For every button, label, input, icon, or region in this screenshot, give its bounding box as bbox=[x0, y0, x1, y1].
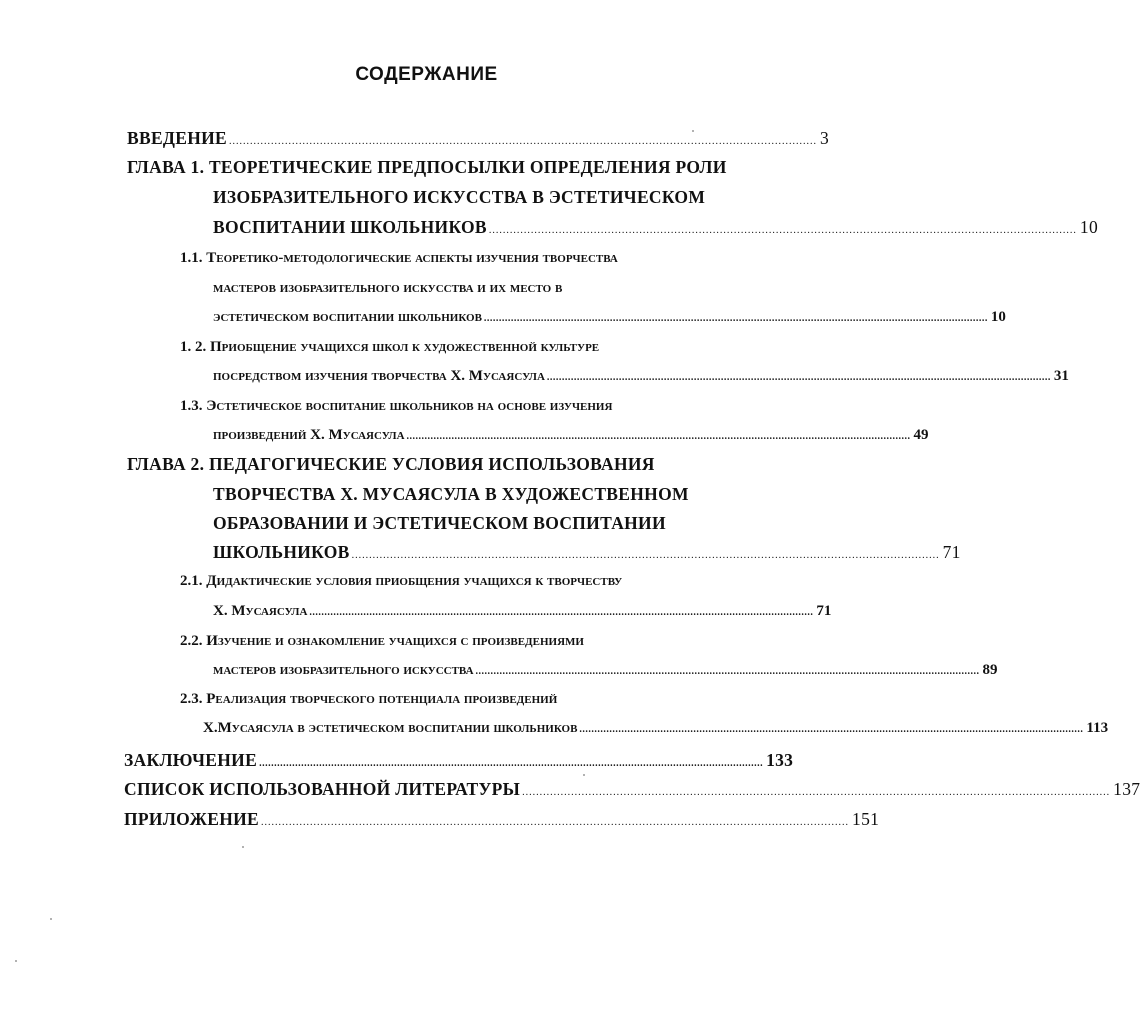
toc-section-2-1-line-2: Х. Мусаясула ........................................................................................................................................................................ 71 bbox=[213, 603, 832, 619]
dot-leader: ........................................................................................................................................................................ bbox=[406, 431, 911, 442]
dot-leader: ........................................................................................................................................................................ bbox=[259, 758, 764, 769]
toc-section-1-1-line-1: 1.1. Теоретико-методологические аспекты изучения творчества bbox=[180, 250, 618, 266]
toc-section-1-3-line-2: произведений Х. Мусаясула ........................................................................................................................................................................ 49 bbox=[213, 427, 929, 443]
scan-speck bbox=[15, 960, 17, 962]
dot-leader: ........................................................................................................................................................................ bbox=[483, 313, 988, 324]
toc-section-1-1-line-2: мастеров изобразительного искусства и их место в bbox=[213, 280, 563, 296]
toc-entry-introduction bbox=[127, 128, 830, 148]
toc-chapter-1-line-3: ВОСПИТАНИИ ШКОЛЬНИКОВ ........................................................................................................................................................................ 10 bbox=[213, 217, 1099, 237]
toc-entry-appendix bbox=[124, 809, 880, 829]
dot-leader: ........................................................................................................................................................................ bbox=[351, 550, 940, 561]
toc-chapter-1-line-1: ГЛАВА 1. ТЕОРЕТИЧЕСКИЕ ПРЕДПОСЫЛКИ ОПРЕДЕЛЕНИЯ РОЛИ bbox=[127, 157, 727, 177]
toc-entry-title: ВВЕДЕНИЕ bbox=[127, 128, 228, 148]
toc-section-2-2-line-1: 2.2. Изучение и ознакомление учащихся с произведениями bbox=[180, 633, 584, 649]
toc-section-1-3-line-1: 1.3. Эстетическое воспитание школьников на основе изучения bbox=[180, 398, 613, 414]
scan-speck bbox=[50, 918, 52, 920]
toc-page-number: 31 bbox=[1053, 368, 1069, 384]
dot-leader: ........................................................................................................................................................................ bbox=[229, 136, 818, 147]
toc-section-1-2-line-2: посредством изучения творчества Х. Мусаясула ........................................................................................................................................................................ 31 bbox=[213, 368, 1069, 384]
dot-leader: ........................................................................................................................................................................ bbox=[488, 225, 1077, 236]
toc-entry-title: СПИСОК ИСПОЛЬЗОВАННОЙ ЛИТЕРАТУРЫ bbox=[124, 779, 521, 799]
toc-section-1-1-line-3: эстетическом воспитании школьников ........................................................................................................................................................................ 10 bbox=[213, 309, 1006, 325]
toc-entry-bibliography bbox=[124, 779, 1140, 799]
toc-chapter-2-line-4: ШКОЛЬНИКОВ ........................................................................................................................................................................ 71 bbox=[213, 542, 961, 562]
toc-page-number: 10 bbox=[1079, 217, 1099, 237]
toc-section-2-3-line-2: Х.Мусаясула в эстетическом воспитании школьников ........................................................................................................................................................................ 113 bbox=[203, 720, 1109, 736]
toc-page-number: 133 bbox=[766, 750, 794, 770]
toc-page-number: 89 bbox=[982, 662, 998, 678]
toc-section-2-2-line-2: мастеров изобразительного искусства ........................................................................................................................................................................ 89 bbox=[213, 662, 998, 678]
scan-speck bbox=[242, 846, 244, 848]
scan-speck bbox=[692, 130, 694, 132]
toc-chapter-1-line-2: ИЗОБРАЗИТЕЛЬНОГО ИСКУССТВА В ЭСТЕТИЧЕСКОМ bbox=[213, 187, 706, 207]
dot-leader: ........................................................................................................................................................................ bbox=[261, 817, 850, 828]
scan-speck bbox=[583, 774, 585, 776]
dot-leader: ........................................................................................................................................................................ bbox=[546, 372, 1051, 383]
dot-leader: ........................................................................................................................................................................ bbox=[579, 724, 1084, 735]
toc-page-number: 3 bbox=[820, 128, 830, 148]
page-title: СОДЕРЖАНИЕ bbox=[355, 64, 498, 85]
toc-page-number: 71 bbox=[942, 542, 961, 562]
toc-entry-title: ЗАКЛЮЧЕНИЕ bbox=[124, 750, 258, 770]
dot-leader: ........................................................................................................................................................................ bbox=[309, 607, 814, 618]
toc-chapter-2-line-2: ТВОРЧЕСТВА Х. МУСАЯСУЛА В ХУДОЖЕСТВЕННОМ bbox=[213, 484, 689, 504]
toc-page-number: 151 bbox=[852, 809, 880, 829]
toc-entry-title: ПРИЛОЖЕНИЕ bbox=[124, 809, 260, 829]
toc-chapter-2-line-3: ОБРАЗОВАНИИ И ЭСТЕТИЧЕСКОМ ВОСПИТАНИИ bbox=[213, 513, 666, 533]
toc-page-number: 137 bbox=[1113, 779, 1140, 799]
toc-page-number: 113 bbox=[1086, 720, 1109, 736]
toc-chapter-2-line-1: ГЛАВА 2. ПЕДАГОГИЧЕСКИЕ УСЛОВИЯ ИСПОЛЬЗОВАНИЯ bbox=[127, 454, 655, 474]
dot-leader: ........................................................................................................................................................................ bbox=[522, 787, 1111, 798]
toc-page-number: 49 bbox=[913, 427, 929, 443]
toc-section-2-1-line-1: 2.1. Дидактические условия приобщения учащихся к творчеству bbox=[180, 573, 623, 589]
toc-section-1-2-line-1: 1. 2. Приобщение учащихся школ к художественной культуре bbox=[180, 339, 600, 355]
dot-leader: ........................................................................................................................................................................ bbox=[475, 666, 980, 677]
toc-page-number: 71 bbox=[816, 603, 832, 619]
toc-section-2-3-line-1: 2.3. Реализация творческого потенциала произведений bbox=[180, 691, 558, 707]
toc-entry-conclusion bbox=[124, 750, 794, 770]
toc-page-number: 10 bbox=[990, 309, 1006, 325]
